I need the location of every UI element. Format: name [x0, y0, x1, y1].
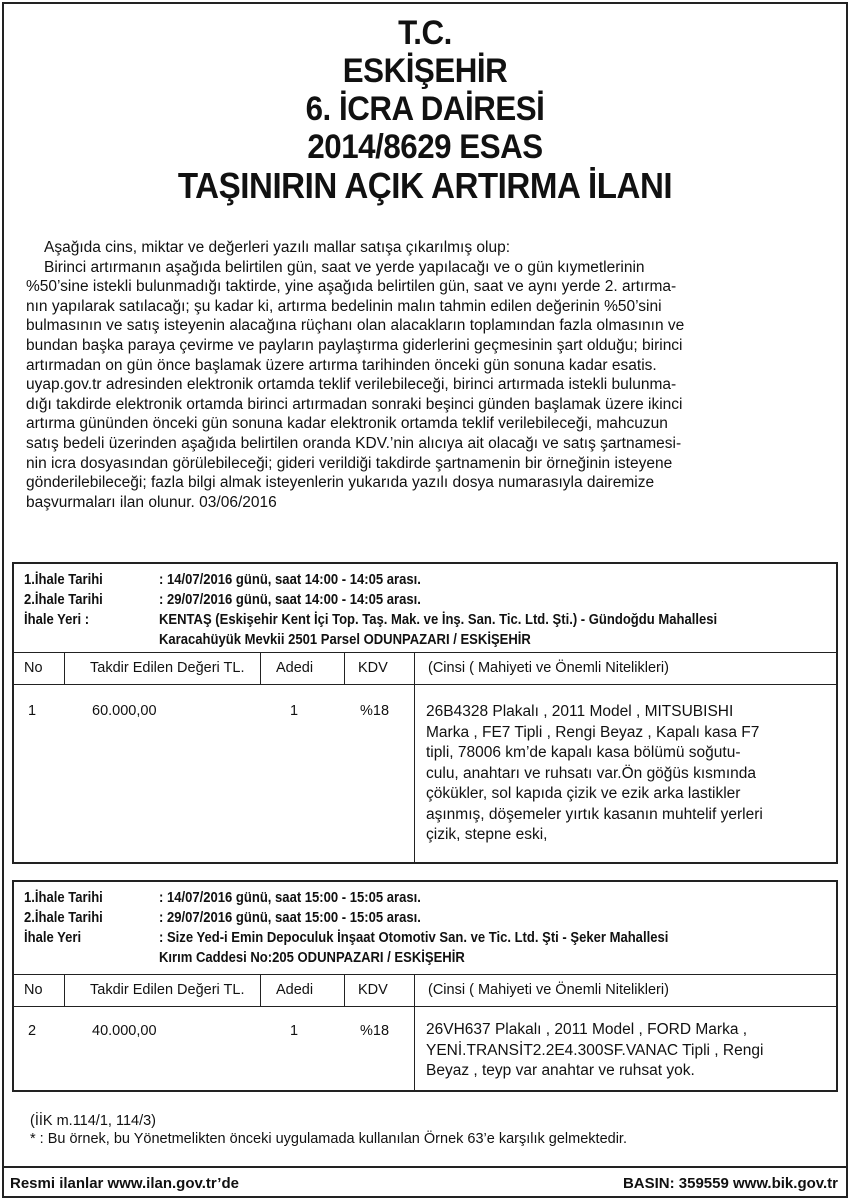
- col-divider: [414, 974, 415, 1090]
- col-divider: [260, 974, 261, 1006]
- col-divider: [344, 974, 345, 1006]
- lot-1-kdv: %18: [360, 703, 390, 719]
- lot-1-place: KENTAŞ (Eskişehir Kent İçi Top. Taş. Mak. ve İnş. San. Tic. Ltd. Şti.) - Gündoğdu Mahallesi: [159, 612, 718, 628]
- intro-line: Aşağıda cins, miktar ve değerleri yazılı mallar satışa çıkarılmış olup:: [44, 239, 511, 256]
- lot-1-place-label: İhale Yeri :: [24, 612, 90, 628]
- intro-line: %50’sine istekli bulunmadığı taktirde, yine aşağıda belirtilen gün, saat ve aynı yerde 2. artırma-: [26, 278, 677, 296]
- intro-line: bundan başka paraya çevirme ve payların paylaştırma giderlerini geçmesinin şart olduğu; birinci: [26, 336, 683, 354]
- title-announcement: TAŞINIRIN AÇIK ARTIRMA İLANI: [177, 165, 673, 206]
- lot-2-first-date-label: 1.İhale Tarihi: [24, 890, 103, 906]
- footer-left: Resmi ilanlar www.ilan.gov.tr’de: [10, 1175, 239, 1192]
- col-qty: Adedi: [276, 982, 314, 998]
- lot-1-no: 1: [28, 703, 37, 719]
- lot-2-box: [12, 880, 838, 1092]
- title-city: ESKİŞEHİR: [342, 52, 508, 90]
- lot-1-description: [426, 702, 763, 846]
- intro-line: Birinci artırmanın aşağıda belirtilen gün, saat ve yerde yapılacağı ve o gün kıymetlerinin: [44, 258, 645, 276]
- desc-line: 26VH637 Plakalı , 2011 Model , FORD Marka ,: [426, 1021, 748, 1038]
- col-divider: [64, 652, 65, 684]
- lot-1-divider: [14, 652, 836, 653]
- col-no: No: [24, 660, 43, 676]
- desc-line: Beyaz , teyp var anahtar ve ruhsat yok.: [426, 1062, 695, 1079]
- footnote-reference: (İİK m.114/1, 114/3): [30, 1113, 156, 1129]
- intro-text: [26, 238, 826, 512]
- lot-2-divider: [14, 974, 836, 975]
- col-qty: Adedi: [276, 660, 314, 676]
- col-divider: [64, 974, 65, 1006]
- desc-line: Marka , FE7 Tipli , Rengi Beyaz , Kapalı kasa F7: [426, 723, 760, 741]
- lot-1-second-date: : 29/07/2016 günü, saat 14:00 - 14:05 arası.: [159, 592, 421, 608]
- desc-line: YENİ.TRANSİT2.2E4.300SF.VANAC Tipli , Rengi: [426, 1041, 764, 1059]
- lot-2-value: 40.000,00: [92, 1023, 157, 1039]
- lot-1-second-date-label: 2.İhale Tarihi: [24, 592, 103, 608]
- desc-line: culu, anahtarı ve ruhsatı var.Ön göğüs kısmında: [426, 764, 756, 782]
- lot-2-description: [426, 1020, 763, 1082]
- lot-2-second-date: : 29/07/2016 günü, saat 15:00 - 15:05 arası.: [159, 910, 421, 926]
- lot-1-value: 60.000,00: [92, 703, 157, 719]
- intro-line: bulmasının ve satış isteyenin alacağına rüçhanı olan alacakların toplamından fazla olmasının ve: [26, 317, 685, 335]
- lot-2-header: [24, 888, 668, 968]
- col-value: Takdir Edilen Değeri TL.: [90, 660, 245, 676]
- lot-2-kdv: %18: [360, 1023, 390, 1039]
- col-divider: [414, 652, 415, 862]
- lot-2-divider: [14, 1006, 836, 1007]
- title-case-number: 2014/8629 ESAS: [307, 128, 543, 166]
- intro-line: dığı takdirde elektronik ortamda birinci artırmadan sonraki beşinci günden başlamak üzere ikinci: [26, 395, 683, 413]
- lot-1-place-cont: Karacahüyük Mevkii 2501 Parsel ODUNPAZARI / ESKİŞEHİR: [159, 632, 531, 648]
- title-block: [0, 14, 850, 206]
- intro-line: artırma gününden önceki gün sonuna kadar elektronik ortamda teklif verilebileceği, mahcuzun: [26, 415, 668, 433]
- intro-line: nin icra dosyasından görülebileceği; gideri verildiği takdirde şartnamenin bir örneğinin isteyene: [26, 454, 673, 472]
- lot-1-box: [12, 562, 838, 864]
- lot-2-first-date: : 14/07/2016 günü, saat 15:00 - 15:05 arası.: [159, 890, 421, 906]
- lot-1-header: [24, 570, 717, 650]
- lot-1-first-date: : 14/07/2016 günü, saat 14:00 - 14:05 arası.: [159, 572, 421, 588]
- intro-line: gönderilebileceği; fazla bilgi almak isteyenlerin yukarıda yazılı dosya numarasıyla dairemize: [26, 474, 655, 492]
- footer-bar: [2, 1166, 848, 1198]
- desc-line: çökükler, sol kapıda çizik ve ezik arka lastikler: [426, 785, 741, 802]
- intro-line: artırmadan on gün önce başlamak üzere artırma tarihinden önceki gün sonuna kadar esatis.: [26, 356, 657, 374]
- title-office: 6. İCRA DAİRESİ: [305, 90, 545, 128]
- col-no: No: [24, 982, 43, 998]
- lot-2-qty: 1: [290, 1023, 299, 1039]
- col-kdv: KDV: [358, 660, 388, 676]
- title-tc: T.C.: [398, 14, 452, 52]
- col-kdv: KDV: [358, 982, 388, 998]
- desc-line: çizik, stepne eski,: [426, 826, 548, 843]
- footnote-note: * : Bu örnek, bu Yönetmelikten önceki uygulamada kullanılan Örnek 63’e karşılık gelmektedir.: [30, 1131, 627, 1147]
- lot-2-place: : Size Yed-i Emin Depoculuk İnşaat Otomotiv San. ve Tic. Ltd. Şti - Şeker Mahallesi: [159, 930, 669, 946]
- lot-2-place-label: İhale Yeri: [24, 930, 82, 946]
- footer-right: BASIN: 359559 www.bik.gov.tr: [622, 1175, 838, 1192]
- col-divider: [260, 652, 261, 684]
- desc-line: tipli, 78006 km’de kapalı kasa bölümü soğutu-: [426, 744, 741, 761]
- intro-line: nın yapılarak satılacağı; şu kadar ki, artırma bedelinin malın tahmin edilen değerinin %50’sini: [26, 297, 662, 315]
- intro-line: satış bedeli üzerinden aşağıda belirtilen oranda KDV.’nin alıcıya ait olacağı ve satış şartnamesi-: [26, 434, 682, 452]
- lot-1-first-date-label: 1.İhale Tarihi: [24, 572, 103, 588]
- intro-line: başvurmaları ilan olunur. 03/06/2016: [26, 493, 277, 511]
- lot-1-qty: 1: [290, 703, 299, 719]
- col-value: Takdir Edilen Değeri TL.: [90, 982, 245, 998]
- footnote: [30, 1112, 627, 1148]
- intro-line: uyap.gov.tr adresinden elektronik ortamda teklif verilebileceği, birinci artırmada istekli bulunma-: [26, 376, 677, 394]
- desc-line: 26B4328 Plakalı , 2011 Model , MITSUBISHI: [426, 703, 734, 720]
- lot-2-no: 2: [28, 1023, 37, 1039]
- col-desc: (Cinsi ( Mahiyeti ve Önemli Nitelikleri): [428, 660, 669, 676]
- lot-1-divider: [14, 684, 836, 685]
- desc-line: aşınmış, döşemeler yırtık kasanın muhtelif yerleri: [426, 805, 763, 823]
- col-divider: [344, 652, 345, 684]
- lot-2-second-date-label: 2.İhale Tarihi: [24, 910, 103, 926]
- col-desc: (Cinsi ( Mahiyeti ve Önemli Nitelikleri): [428, 982, 669, 998]
- lot-2-place-cont: Kırım Caddesi No:205 ODUNPAZARI / ESKİŞEHİR: [159, 950, 465, 966]
